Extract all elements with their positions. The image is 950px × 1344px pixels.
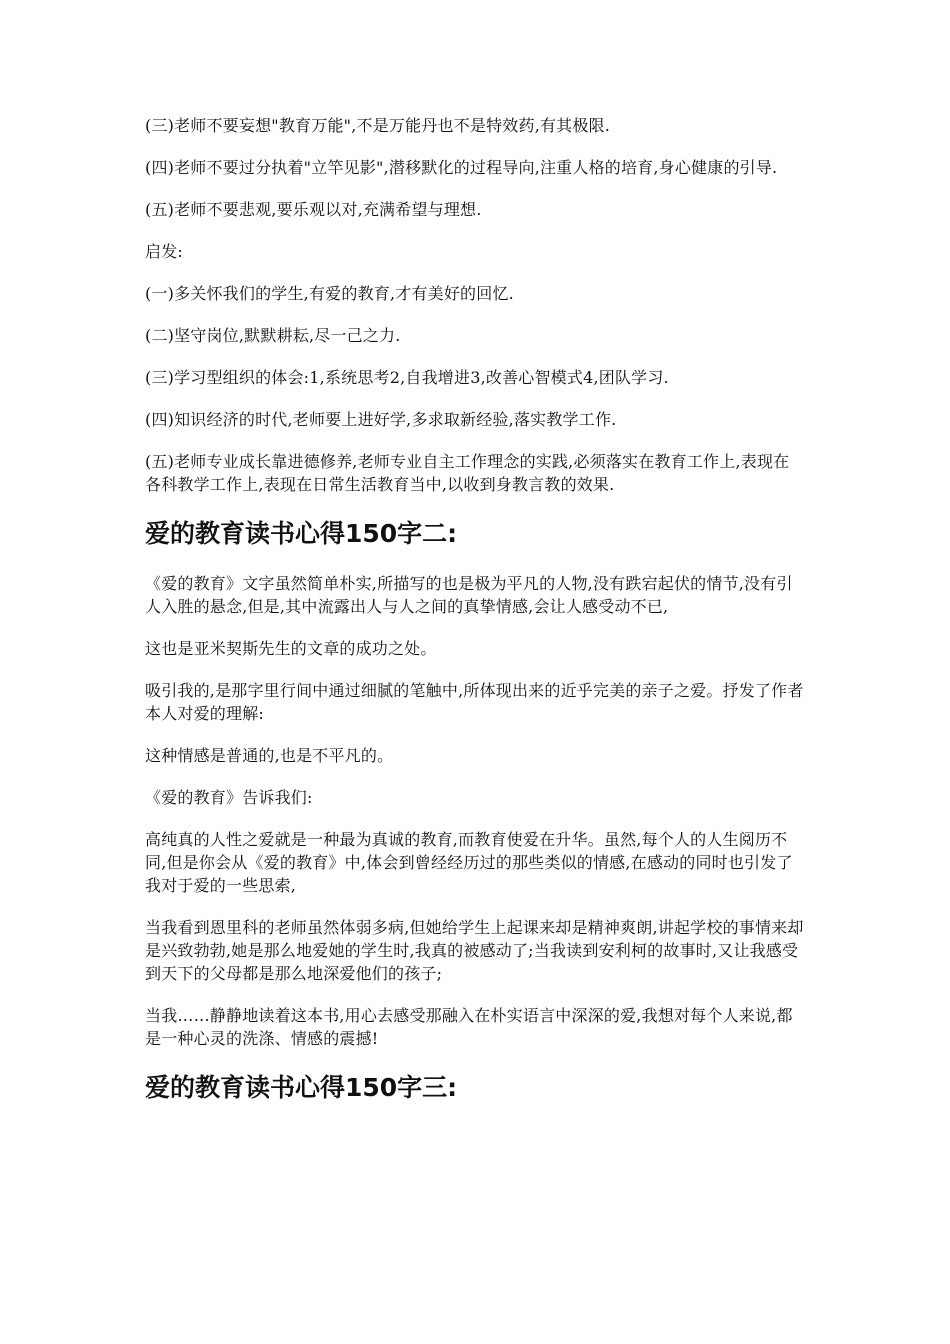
paragraph: 吸引我的,是那字里行间中通过细腻的笔触中,所体现出来的近乎完美的亲子之爱。抒发了作者本人对爱的理解: [145,681,804,723]
paragraph: 当我……静静地读着这本书,用心去感受那融入在朴实语言中深深的爱,我想对每个人来说,都是一种心灵的洗涤、情感的震撼! [145,1006,793,1048]
paragraph: 高纯真的人性之爱就是一种最为真诚的教育,而教育使爱在升华。虽然,每个人的人生阅历不同,但是你会从《爱的教育》中,体会到曾经经历过的那些类似的情感,在感动的同时也引发了我对于爱的一些思索, [145,830,793,895]
list-item: (四)知识经济的时代,老师要上进好学,多求取新经验,落实教学工作. [145,410,617,429]
section-heading-3: 爱的教育读书心得150字三: [145,1073,458,1102]
paragraph: 《爱的教育》告诉我们: [145,788,313,807]
list-item: (二)坚守岗位,默默耕耘,尽一己之力. [145,326,401,345]
list-item: (一)多关怀我们的学生,有爱的教育,才有美好的回忆. [145,284,514,303]
list-item: (三)学习型组织的体会:1,系统思考2,自我增进3,改善心智模式4,团队学习. [145,368,669,387]
paragraph: 这也是亚米契斯先生的文章的成功之处。 [145,639,437,658]
list-item: (五)老师专业成长靠进德修养,老师专业自主工作理念的实践,必须落实在教育工作上,表现在各科教学工作上,表现在日常生活教育当中,以收到身教言教的效果. [145,452,790,494]
list-item: (四)老师不要过分执着"立竿见影",潜移默化的过程导向,注重人格的培育,身心健康的引导. [145,158,778,177]
list-item: (五)老师不要悲观,要乐观以对,充满希望与理想. [145,200,482,219]
paragraph: 《爱的教育》文字虽然简单朴实,所描写的也是极为平凡的人物,没有跌宕起伏的情节,没有引人入胜的悬念,但是,其中流露出人与人之间的真挚情感,会让人感受动不已, [145,574,793,616]
paragraph: 当我看到恩里科的老师虽然体弱多病,但她给学生上起课来却是精神爽朗,讲起学校的事情来却是兴致勃勃,她是那么地爱她的学生时,我真的被感动了;当我读到安利柯的故事时,又让我感受到天下的父母都是那么地深爱他们的孩子; [145,918,804,983]
section-heading-2: 爱的教育读书心得150字二: [145,519,458,548]
paragraph: 这种情感是普通的,也是不平凡的。 [145,746,394,765]
list-item: (三)老师不要妄想"教育万能",不是万能丹也不是特效药,有其极限. [145,116,611,135]
inspiration-label: 启发: [145,242,183,261]
